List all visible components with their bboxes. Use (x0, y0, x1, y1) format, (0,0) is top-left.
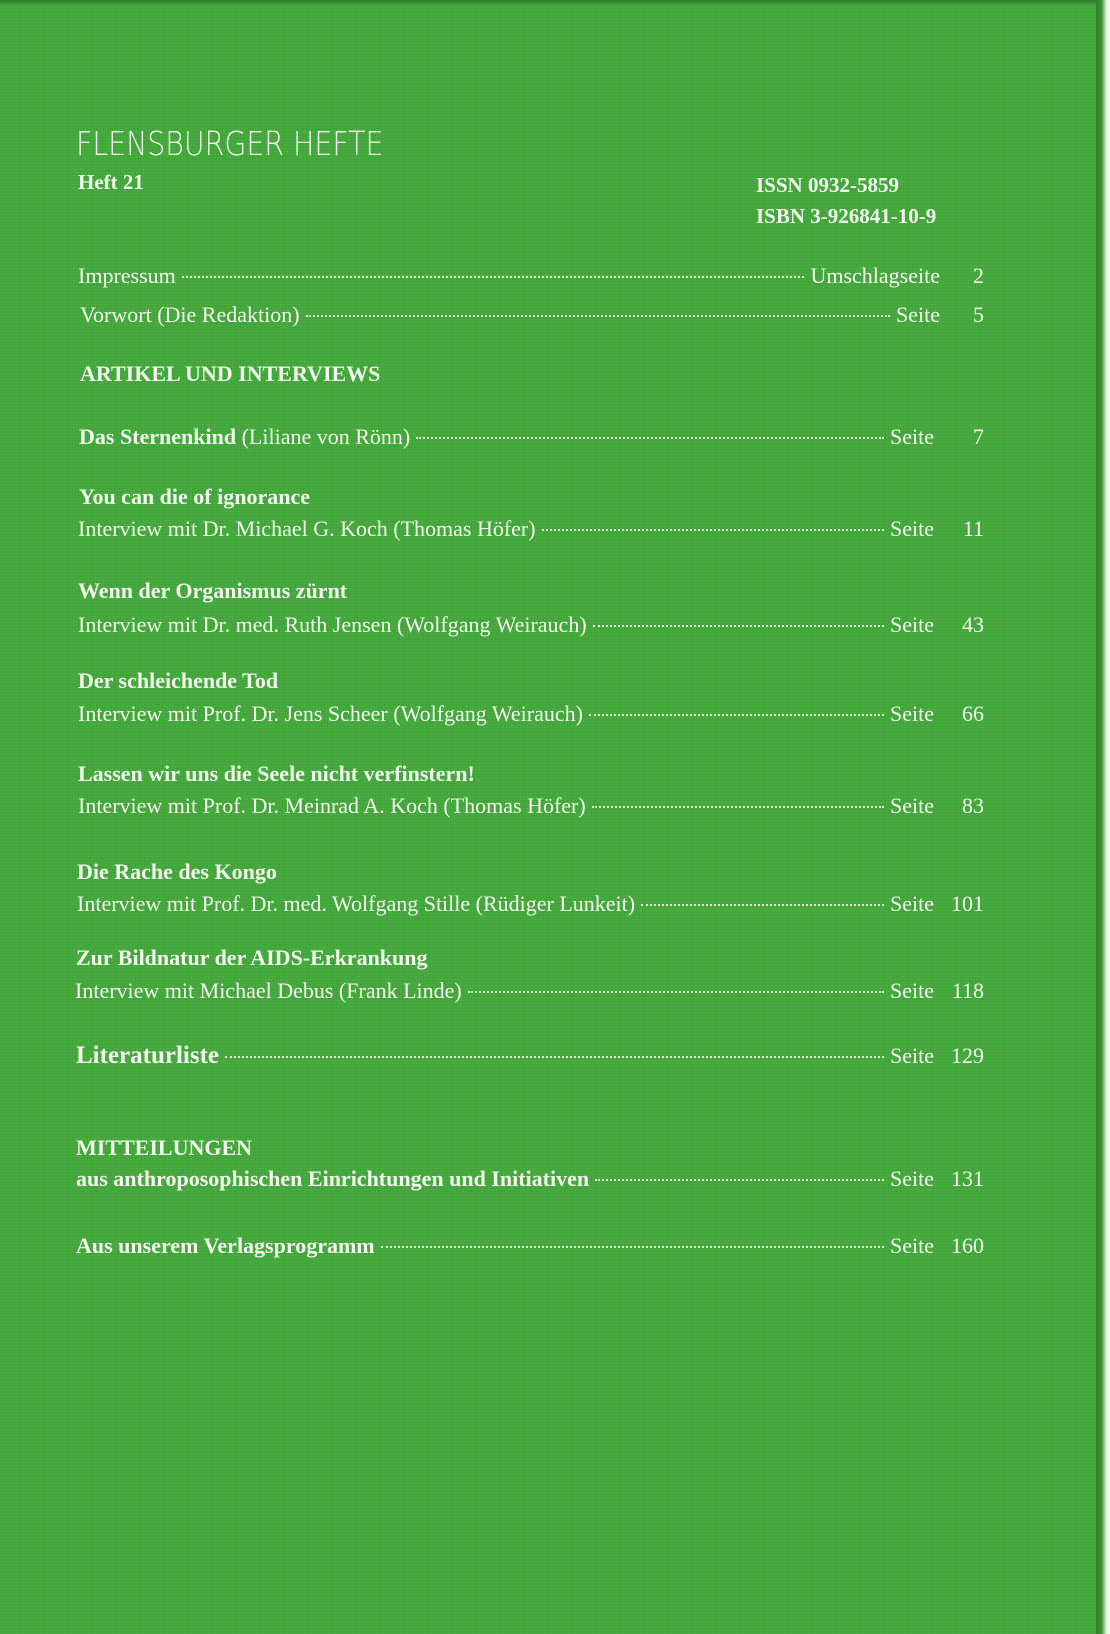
toc-page-label: Seite (890, 516, 934, 541)
article-subtitle: Interview mit Prof. Dr. Jens Scheer (Wolfgang Weirauch) (78, 701, 583, 726)
toc-entry-title (79, 424, 410, 450)
series-title: FLENSBURGER HEFTE (76, 124, 384, 163)
article-title: Zur Bildnatur der AIDS-Erkrankung (76, 945, 428, 970)
toc-page-label: Seite (890, 978, 934, 1003)
toc-entry-verlag (76, 1233, 984, 1263)
article-title: Wenn der Organismus zürnt (78, 578, 348, 603)
identifiers (756, 170, 936, 232)
toc-entry-interview (75, 978, 984, 1008)
toc-page-label: Umschlagseite (810, 263, 940, 288)
toc-page-label: Seite (890, 1233, 934, 1258)
leader-dots (592, 806, 884, 808)
toc-page-number: 2 (973, 263, 984, 288)
leader-dots (182, 276, 805, 278)
leader-dots (416, 437, 884, 439)
toc-page-number: 43 (962, 612, 984, 637)
leader-dots (542, 529, 884, 531)
leader-dots (593, 625, 884, 627)
leader-dots (641, 904, 884, 906)
toc-entry-sternenkind (79, 424, 984, 454)
toc-page-number: 7 (973, 424, 984, 449)
toc-page-label: Seite (890, 793, 934, 818)
toc-page-number: 83 (962, 793, 984, 818)
toc-page-number: 66 (962, 701, 984, 726)
article-subtitle: Interview mit Michael Debus (Frank Linde) (75, 978, 462, 1003)
toc-page-label: Seite (890, 1166, 934, 1191)
article-title: Das Sternenkind (79, 424, 237, 449)
toc-entry-interview (77, 891, 984, 921)
isbn: ISBN 3-926841-10-9 (756, 204, 937, 228)
toc-entry-literaturliste (76, 1042, 984, 1072)
toc-page-label: Seite (890, 891, 934, 916)
article-author: (Liliane von Rönn) (241, 424, 411, 449)
leader-dots (589, 714, 884, 716)
toc-page-number: 118 (951, 978, 984, 1003)
toc-entry-interview (78, 612, 984, 642)
cover-right-edge (1096, 0, 1110, 1634)
toc-entry-mitteilungen (76, 1166, 984, 1196)
toc-entry-impressum (78, 263, 984, 293)
leader-dots (595, 1179, 884, 1181)
toc-entry-text: aus anthroposophischen Einrichtungen und Initiativen (76, 1166, 590, 1191)
toc-page-number: 101 (951, 891, 984, 916)
toc-entry-interview (78, 516, 984, 546)
article-title: Der schleichende Tod (78, 668, 279, 693)
article-title: Lassen wir uns die Seele nicht verfinstern! (78, 761, 475, 786)
toc-page-label: Seite (890, 424, 934, 449)
article-subtitle: Interview mit Prof. Dr. med. Wolfgang Stille (Rüdiger Lunkeit) (77, 891, 636, 916)
toc-entry-text: Aus unserem Verlagsprogramm (76, 1233, 375, 1258)
toc-entry-interview (78, 793, 984, 823)
toc-entry-text: Impressum (78, 263, 176, 288)
section-heading-mitteilungen: MITTEILUNGEN (76, 1135, 253, 1160)
toc-entry-text: Vorwort (Die Redaktion) (80, 302, 300, 327)
toc-entry-interview (78, 701, 984, 731)
article-subtitle: Interview mit Dr. med. Ruth Jensen (Wolfgang Weirauch) (78, 612, 587, 637)
toc-page-number: 11 (962, 516, 984, 541)
issn: ISSN 0932-5859 (756, 173, 899, 197)
article-subtitle: Interview mit Prof. Dr. Meinrad A. Koch (Thomas Höfer) (78, 793, 586, 818)
toc-page-label: Seite (890, 701, 934, 726)
cover-top-edge (0, 0, 1096, 6)
article-title: Die Rache des Kongo (77, 859, 277, 884)
literature-title: Literaturliste (76, 1042, 220, 1069)
leader-dots (468, 991, 884, 993)
article-title: You can die of ignorance (79, 484, 310, 509)
section-heading-articles: ARTIKEL UND INTERVIEWS (80, 361, 381, 386)
toc-entry-vorwort (80, 302, 984, 332)
toc-page-label: Seite (890, 1043, 934, 1068)
toc-page-number: 131 (951, 1166, 984, 1191)
toc-page-number: 160 (951, 1233, 984, 1258)
article-subtitle: Interview mit Dr. Michael G. Koch (Thomas Höfer) (78, 516, 536, 541)
toc-page-label: Seite (896, 302, 940, 327)
leader-dots (225, 1056, 884, 1058)
toc-page-number: 5 (973, 302, 984, 327)
toc-page-label: Seite (890, 612, 934, 637)
leader-dots (381, 1246, 884, 1248)
issue-number: Heft 21 (78, 170, 144, 194)
leader-dots (306, 315, 890, 317)
toc-page-number: 129 (951, 1043, 984, 1068)
